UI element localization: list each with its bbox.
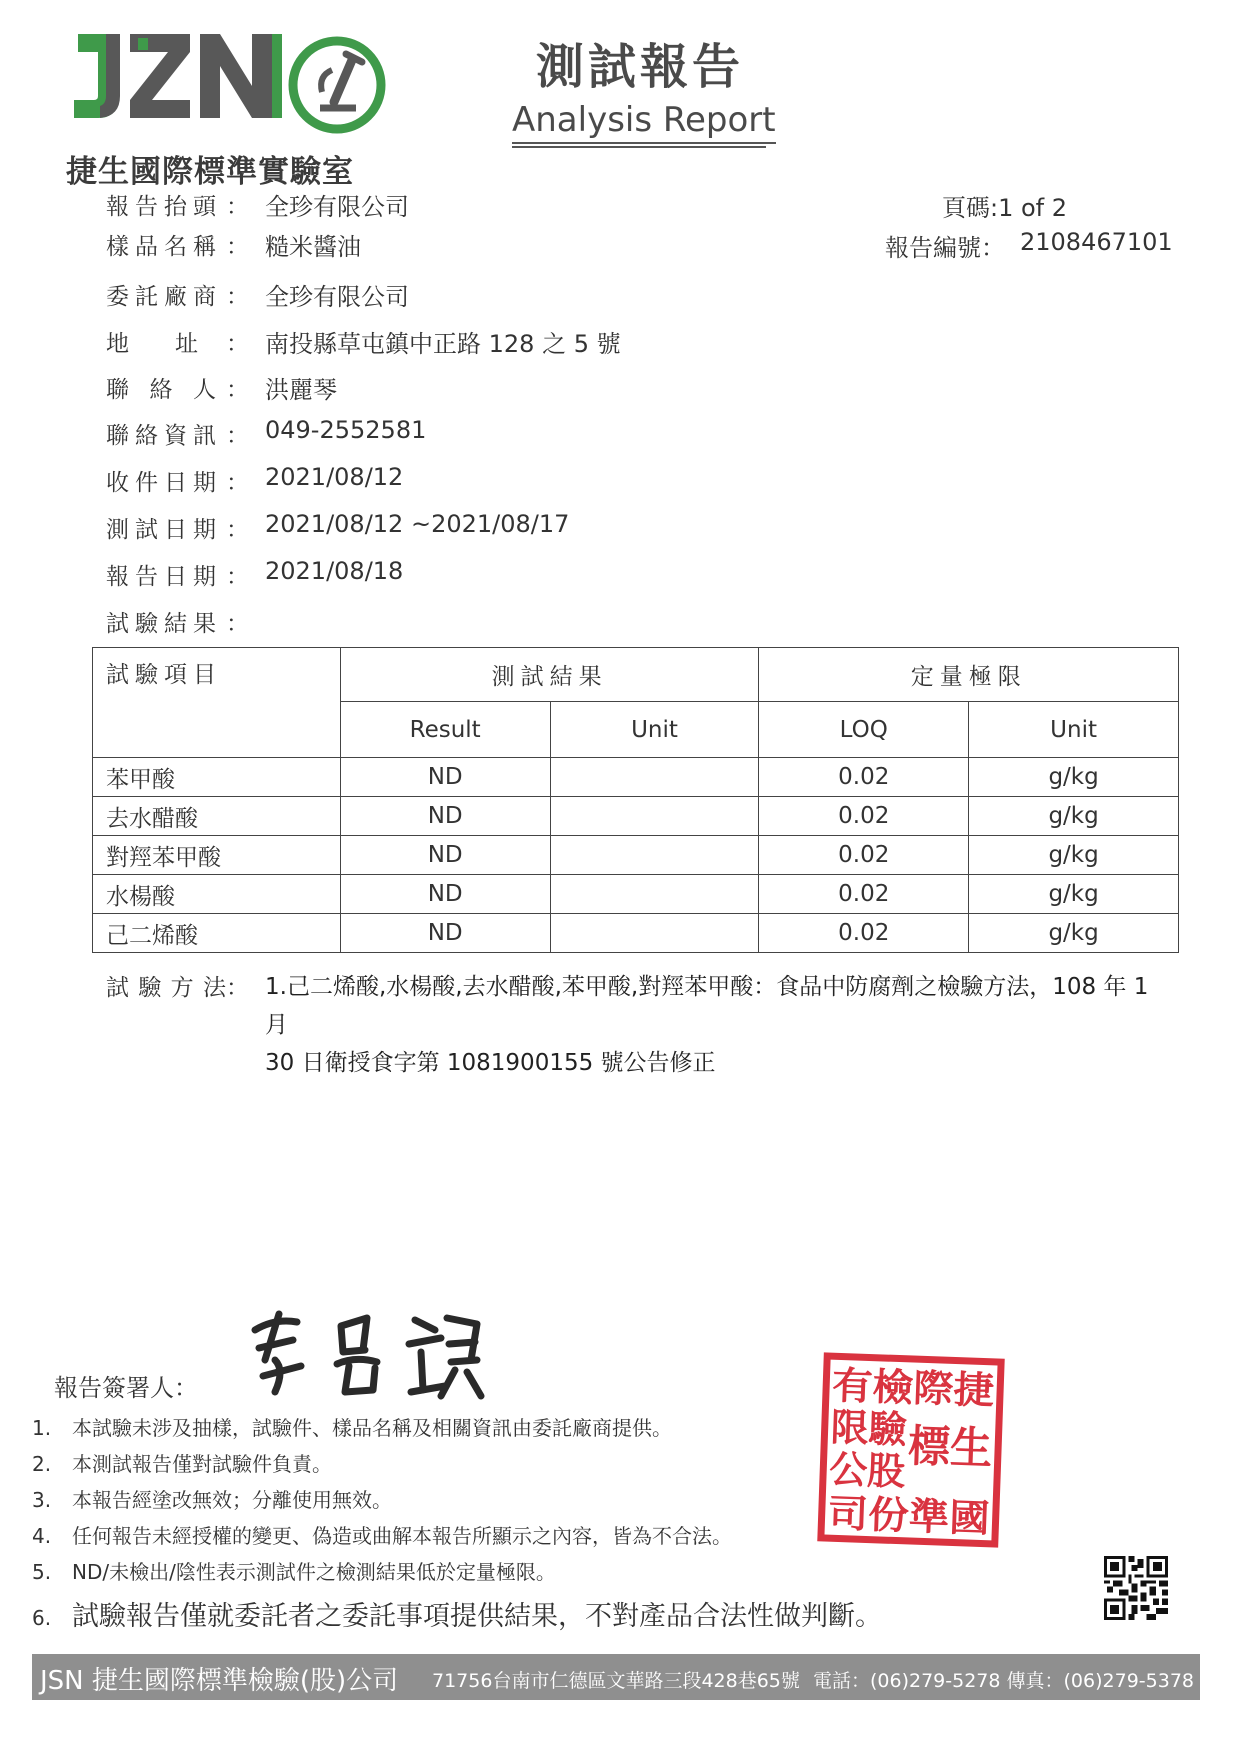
cell-loq-unit: g/kg bbox=[969, 797, 1179, 836]
note-text: 本報告經塗改無效；分離使用無效。 bbox=[72, 1488, 392, 1512]
note-item bbox=[32, 1412, 672, 1441]
info-colon: ： bbox=[226, 517, 249, 543]
info-label: 報告抬頭 bbox=[106, 194, 216, 220]
subheader-loq: LOQ bbox=[759, 702, 969, 758]
note-number: 4. bbox=[32, 1524, 52, 1548]
info-label: 樣品名稱 bbox=[106, 234, 216, 260]
note-text: ND/未檢出/陰性表示測試件之檢測結果低於定量極限。 bbox=[72, 1560, 556, 1584]
info-colon: ： bbox=[226, 423, 249, 449]
note-item bbox=[32, 1594, 882, 1633]
svg-text:標生: 標生 bbox=[907, 1420, 997, 1475]
note-text: 本測試報告僅對試驗件負責。 bbox=[72, 1452, 332, 1476]
company-seal-stamp bbox=[817, 1352, 1006, 1548]
info-colon: ： bbox=[226, 194, 249, 220]
svg-text:限驗: 限驗 bbox=[829, 1405, 908, 1452]
info-colon: ： bbox=[226, 284, 249, 310]
method-line-2: 30 日衛授食字第 1081900155 號公告修正 bbox=[265, 1050, 716, 1076]
cell-loq-unit: g/kg bbox=[969, 875, 1179, 914]
info-colon: ： bbox=[226, 470, 249, 496]
table-row bbox=[93, 875, 1179, 914]
header-test-result: 測試結果 bbox=[340, 648, 759, 702]
footer-phone: 電話：(06)279-5278 傳真：(06)279-5378 bbox=[813, 1670, 1194, 1692]
table-row bbox=[93, 758, 1179, 797]
info-label: 報告日期 bbox=[106, 564, 216, 590]
svg-text:有檢際捷: 有檢際捷 bbox=[831, 1363, 985, 1413]
note-item bbox=[32, 1484, 392, 1513]
info-label: 聯絡人 bbox=[106, 377, 216, 403]
table-body bbox=[93, 758, 1179, 953]
cell-unit bbox=[550, 758, 759, 797]
method-line-1: 1.己二烯酸,水楊酸,去水醋酸,苯甲酸,對羥苯甲酸：食品中防腐劑之檢驗方法，108 年 1 月 bbox=[265, 974, 1149, 1038]
cell-loq: 0.02 bbox=[759, 914, 969, 953]
table-row bbox=[93, 836, 1179, 875]
info-value: 2021/08/18 bbox=[265, 557, 404, 585]
cell-loq-unit: g/kg bbox=[969, 914, 1179, 953]
svg-text:司份準國: 司份準國 bbox=[826, 1491, 981, 1541]
note-number: 5. bbox=[32, 1560, 52, 1584]
microscope-logo-icon bbox=[282, 30, 392, 140]
cell-unit bbox=[550, 797, 759, 836]
info-value: 洪麗琴 bbox=[265, 376, 337, 404]
cell-test-item: 苯甲酸 bbox=[93, 758, 341, 797]
results-table bbox=[92, 647, 1179, 953]
header-quant-limit: 定量極限 bbox=[759, 648, 1179, 702]
cell-loq-unit: g/kg bbox=[969, 758, 1179, 797]
info-value: 2021/08/12 ~2021/08/17 bbox=[265, 510, 570, 538]
note-text: 試驗報告僅就委託者之委託事項提供結果，不對產品合法性做判斷。 bbox=[72, 1601, 882, 1632]
cell-test-item: 對羥苯甲酸 bbox=[93, 836, 341, 875]
note-number: 6. bbox=[32, 1606, 52, 1630]
note-number: 3. bbox=[32, 1488, 52, 1512]
info-colon: ： bbox=[226, 611, 249, 637]
cell-loq: 0.02 bbox=[759, 758, 969, 797]
table-row bbox=[93, 914, 1179, 953]
method-colon: ： bbox=[226, 975, 249, 1001]
cell-unit bbox=[550, 836, 759, 875]
qr-code-icon[interactable] bbox=[1104, 1556, 1168, 1620]
cell-unit bbox=[550, 875, 759, 914]
signatory-label: 報告簽署人： bbox=[54, 1374, 198, 1402]
note-text: 本試驗未涉及抽樣，試驗件、樣品名稱及相關資訊由委託廠商提供。 bbox=[72, 1416, 672, 1440]
handwritten-signature bbox=[245, 1300, 485, 1410]
info-colon: ： bbox=[226, 331, 249, 357]
info-colon: ： bbox=[226, 564, 249, 590]
header-test-item: 試驗項目 bbox=[93, 648, 341, 758]
cell-loq: 0.02 bbox=[759, 836, 969, 875]
cell-result: ND bbox=[340, 914, 550, 953]
jsn-logo bbox=[68, 26, 298, 126]
subheader-loq-unit: Unit bbox=[969, 702, 1179, 758]
cell-test-item: 己二烯酸 bbox=[93, 914, 341, 953]
footer-address: 71756台南市仁德區文華路三段428巷65號 bbox=[432, 1670, 800, 1692]
info-label: 地址 bbox=[106, 331, 198, 357]
cell-result: ND bbox=[340, 797, 550, 836]
info-label: 聯絡資訊 bbox=[106, 423, 216, 449]
info-colon: ： bbox=[226, 234, 249, 260]
cell-test-item: 去水醋酸 bbox=[93, 797, 341, 836]
info-label: 測試日期 bbox=[106, 517, 216, 543]
report-subtitle: Analysis Report bbox=[512, 100, 776, 144]
info-label: 委託廠商 bbox=[106, 284, 216, 310]
info-colon: ： bbox=[226, 377, 249, 403]
subheader-result: Result bbox=[340, 702, 550, 758]
report-title: 測試報告 bbox=[535, 39, 744, 95]
info-value: 糙米醬油 bbox=[265, 233, 361, 261]
info-value: 全珍有限公司 bbox=[265, 193, 409, 221]
info-value: 南投縣草屯鎮中正路 128 之 5 號 bbox=[265, 330, 621, 358]
note-number: 1. bbox=[32, 1416, 52, 1440]
cell-loq: 0.02 bbox=[759, 797, 969, 836]
footer-company: JSN 捷生國際標準檢驗(股)公司 bbox=[40, 1666, 399, 1696]
info-label: 試驗結果 bbox=[106, 611, 216, 637]
cell-result: ND bbox=[340, 836, 550, 875]
note-number: 2. bbox=[32, 1452, 52, 1476]
report-no-label: 報告編號： bbox=[885, 234, 1005, 262]
svg-text:公股: 公股 bbox=[828, 1447, 907, 1494]
info-label: 收件日期 bbox=[106, 470, 216, 496]
cell-loq: 0.02 bbox=[759, 875, 969, 914]
footer-bar bbox=[32, 1654, 1200, 1700]
cell-unit bbox=[550, 914, 759, 953]
info-value: 2021/08/12 bbox=[265, 463, 404, 491]
subtitle-underline bbox=[512, 146, 766, 148]
cell-result: ND bbox=[340, 758, 550, 797]
note-item bbox=[32, 1556, 556, 1585]
cell-test-item: 水楊酸 bbox=[93, 875, 341, 914]
method-label: 試驗方法 bbox=[106, 975, 226, 1001]
page-number: 頁碼:1 of 2 bbox=[942, 194, 1068, 222]
table-row bbox=[93, 797, 1179, 836]
info-value: 049-2552581 bbox=[265, 416, 427, 444]
method-text bbox=[265, 968, 1165, 1082]
note-text: 任何報告未經授權的變更、偽造或曲解本報告所顯示之內容，皆為不合法。 bbox=[72, 1524, 732, 1548]
cell-result: ND bbox=[340, 875, 550, 914]
cell-loq-unit: g/kg bbox=[969, 836, 1179, 875]
note-item bbox=[32, 1520, 732, 1549]
report-no: 2108467101 bbox=[1020, 228, 1173, 256]
info-value: 全珍有限公司 bbox=[265, 283, 409, 311]
note-item bbox=[32, 1448, 332, 1477]
lab-name: 捷生國際標準實驗室 bbox=[66, 154, 354, 190]
subheader-unit: Unit bbox=[550, 702, 759, 758]
